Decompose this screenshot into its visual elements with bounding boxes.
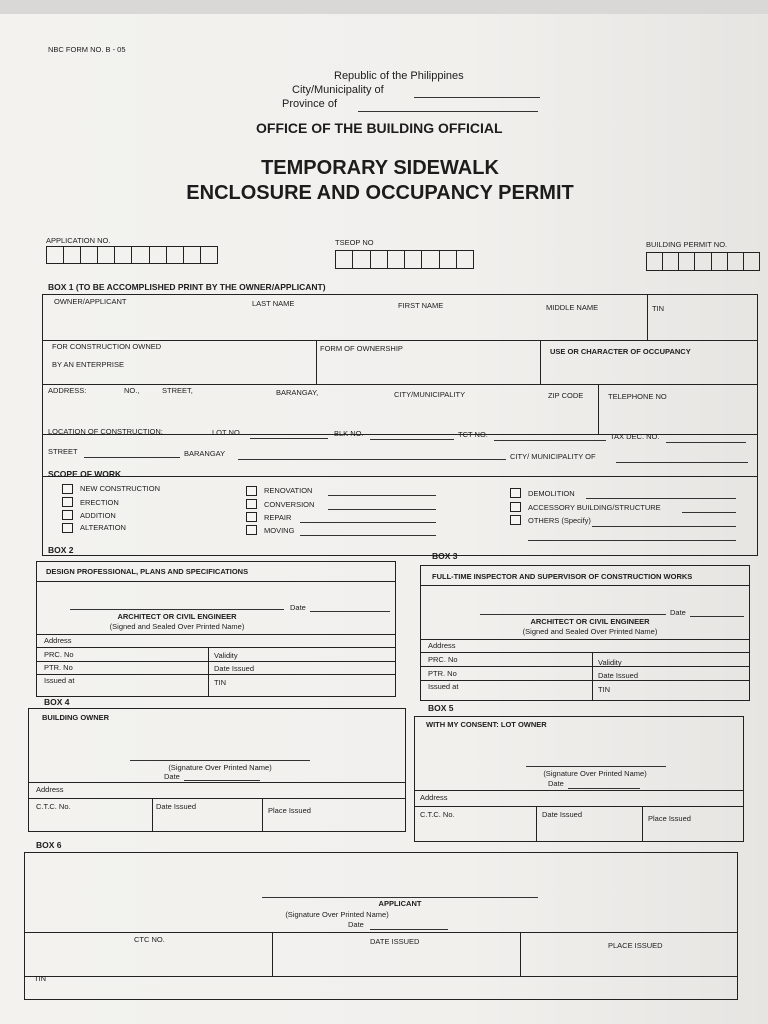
date-issued-label: DATE ISSUED [370,937,420,946]
box4-address-label: Address [36,785,64,794]
divider [36,634,396,635]
box3-signed-label: (Signed and Sealed Over Printed Name) [522,627,658,636]
tct-no-blank[interactable] [494,440,606,441]
box3-label: BOX 3 [432,551,458,561]
box6-label: BOX 6 [36,840,62,850]
box5-place-issued-label: Place Issued [648,814,691,823]
box1-title: BOX 1 (TO BE ACCOMPLISHED PRINT BY THE OWNER/APPLICANT) [48,282,326,292]
box4-date-issued-label: Date Issued [156,802,197,811]
checkbox-addition[interactable] [62,510,73,520]
box2-date-label: Date [290,603,306,612]
checkbox-accessory[interactable] [510,502,521,512]
box3-issued-at-label: Issued at [428,682,459,691]
divider [24,976,738,977]
applicant-date-blank[interactable] [370,929,448,930]
by-enterprise-label: BY AN ENTERPRISE [52,360,124,369]
box5-signature-line[interactable] [526,766,666,767]
divider [642,806,643,842]
box2-ptr-label: PTR. No [44,663,73,672]
checkbox-renovation[interactable] [246,486,257,496]
form-of-ownership-label: FORM OF OWNERSHIP [320,344,403,353]
box2-address-label: Address [44,636,72,645]
address-street-label: STREET, [162,386,193,395]
box5-date-issued-label: Date Issued [542,810,583,819]
tin-label: TIN [652,304,665,313]
box3-title: FULL-TIME INSPECTOR AND SUPERVISOR OF CONSTRUCTION WORKS [432,572,693,581]
for-construction-label: FOR CONSTRUCTION OWNED [52,342,162,351]
box4-title: BUILDING OWNER [42,713,110,722]
place-issued-label: PLACE ISSUED [608,941,663,950]
box6-frame [24,852,738,1000]
checkbox-erection[interactable] [62,497,73,507]
new-construction-label: NEW CONSTRUCTION [80,484,160,493]
tseop-no-label: TSEOP NO [335,238,374,247]
checkbox-repair[interactable] [246,512,257,522]
box1-frame [42,294,758,556]
box2-signed-label: (Signed and Sealed Over Printed Name) [109,622,245,631]
repair-label: REPAIR [264,513,292,522]
divider [28,798,406,799]
applicant-signature-label: (Signature Over Printed Name) [285,910,389,919]
form-title-line2: ENCLOSURE AND OCCUPANCY PERMIT [186,182,574,204]
divider [536,806,537,842]
box2-signature-line[interactable] [70,609,284,610]
barangay-blank[interactable] [238,459,506,460]
renovation-label: RENOVATION [264,486,313,495]
renovation-blank[interactable] [328,495,436,496]
divider [208,647,209,697]
demolition-blank[interactable] [586,498,736,499]
box2-architect-label: ARCHITECT OR CIVIL ENGINEER [117,612,237,621]
divider [42,384,758,385]
lot-no-label: LOT NO. [212,428,242,437]
city-of-blank[interactable] [616,462,748,463]
divider [262,798,263,832]
city-of-label: CITY/ MUNICIPALITY OF [510,452,596,461]
divider [592,652,593,701]
middle-name-label: MIDDLE NAME [546,303,599,312]
tseop-no-field[interactable] [335,250,474,269]
others-blank[interactable] [592,526,736,527]
ctc-no-label: CTC NO. [134,935,165,944]
box2-validity-label: Validity [214,651,238,660]
divider [420,666,750,667]
divider [28,782,406,783]
address-no-label: NO., [124,386,140,395]
first-name-label: FIRST NAME [398,301,444,310]
divider [420,680,750,681]
others-blank-2[interactable] [528,540,736,541]
box2-label: BOX 2 [48,545,74,555]
addition-label: ADDITION [80,511,116,520]
address-barangay-label: BARANGAY, [276,388,319,397]
box4-signature-line[interactable] [130,760,310,761]
applicant-tin-label: TIN [34,974,47,983]
box2-date-issued-label: Date Issued [214,664,255,673]
repair-blank[interactable] [300,522,436,523]
box4-ctc-label: C.T.C. No. [36,802,71,811]
moving-blank[interactable] [300,535,436,536]
box4-place-issued-label: Place Issued [268,806,311,815]
box5-title: WITH MY CONSENT: LOT OWNER [426,720,547,729]
province-line-blank[interactable] [358,111,538,112]
others-label: OTHERS (Specify) [528,516,591,525]
divider [647,295,648,340]
box5-date-blank[interactable] [568,788,640,789]
accessory-label: ACCESSORY BUILDING/STRUCTURE [528,503,661,512]
box3-architect-label: ARCHITECT OR CIVIL ENGINEER [530,617,650,626]
lot-no-blank[interactable] [250,438,328,439]
city-line-label: City/Municipality of [292,84,384,96]
divider [420,639,750,640]
application-no-label: APPLICATION NO. [46,236,111,245]
divider [540,340,541,384]
divider [414,806,744,807]
box5-frame [414,716,744,842]
owner-applicant-label: OWNER/APPLICANT [54,297,127,306]
province-line-label: Province of [282,98,338,110]
use-character-label: USE OR CHARACTER OF OCCUPANCY [550,347,691,356]
address-city-label: CITY/MUNICIPALITY [394,390,466,399]
street-label: STREET [48,447,78,456]
box3-date-label: Date [670,608,686,617]
box2-prc-label: PRC. No [44,650,74,659]
city-line-blank[interactable] [414,97,540,98]
barangay-label: BARANGAY [184,449,226,458]
divider [414,790,744,791]
divider [316,340,317,384]
applicant-signature-line[interactable] [262,897,538,898]
box3-prc-label: PRC. No [428,655,458,664]
divider [598,384,599,434]
applicant-date-label: Date [348,920,364,929]
checkbox-new-construction[interactable] [62,484,73,494]
permit-form-page [0,14,768,1024]
box3-ptr-label: PTR. No [428,669,457,678]
box5-date-label: Date [548,779,564,788]
conversion-blank[interactable] [328,509,436,510]
checkbox-others[interactable] [510,515,521,525]
box3-signature-line[interactable] [480,614,666,615]
street-blank[interactable] [84,457,180,458]
zip-code-label: ZIP CODE [548,391,584,400]
republic-line: Republic of the Philippines [334,70,464,82]
erection-label: ERECTION [80,498,119,507]
box5-address-label: Address [420,793,448,802]
blk-no-label: BLK NO. [334,429,364,438]
box5-label: BOX 5 [428,703,454,713]
form-title-line1: TEMPORARY SIDEWALK [261,157,499,179]
form-number: NBC FORM NO. B - 05 [48,45,126,54]
box4-date-label: Date [164,772,180,781]
box3-date-issued-label: Date Issued [598,671,639,680]
location-label: LOCATION OF CONSTRUCTION: [48,427,163,436]
application-no-field[interactable] [46,246,218,264]
box3-address-label: Address [428,641,456,650]
blk-no-blank[interactable] [370,439,454,440]
moving-label: MOVING [264,526,295,535]
tax-dec-label: TAX DEC. NO. [610,432,660,441]
divider [520,932,521,976]
box4-signature-label: (Signature Over Printed Name) [168,763,272,772]
scope-of-work-label: SCOPE OF WORK [48,469,122,479]
demolition-label: DEMOLITION [528,489,575,498]
building-permit-no-label: BUILDING PERMIT NO. [646,240,728,249]
divider [420,652,750,653]
address-label: ADDRESS: [48,386,87,395]
box2-title: DESIGN PROFESSIONAL, PLANS AND SPECIFICATIONS [46,567,249,576]
box2-date-blank[interactable] [310,611,390,612]
divider [42,340,758,341]
divider [420,585,750,586]
building-permit-no-field[interactable] [646,252,760,271]
conversion-label: CONVERSION [264,500,315,509]
applicant-label: APPLICANT [378,899,422,908]
box4-date-blank[interactable] [184,780,260,781]
divider [36,647,396,648]
checkbox-demolition[interactable] [510,488,521,498]
tax-dec-blank[interactable] [666,442,746,443]
telephone-label: TELEPHONE NO [608,392,667,401]
divider [36,581,396,582]
divider [272,932,273,976]
divider [36,674,396,675]
box5-ctc-label: C.T.C. No. [420,810,455,819]
divider [42,476,758,477]
box5-signature-label: (Signature Over Printed Name) [543,769,647,778]
accessory-blank[interactable] [682,512,736,513]
box2-issued-at-label: Issued at [44,676,75,685]
divider [24,932,738,933]
alteration-label: ALTERATION [80,523,126,532]
divider [36,661,396,662]
box2-tin-label: TIN [214,678,227,687]
box3-validity-label: Validity [598,658,622,667]
checkbox-conversion[interactable] [246,499,257,509]
box4-label: BOX 4 [44,697,70,707]
box3-tin-label: TIN [598,685,611,694]
office-title: OFFICE OF THE BUILDING OFFICIAL [256,120,503,136]
last-name-label: LAST NAME [252,299,295,308]
tct-no-label: TCT NO. [458,430,488,439]
divider [152,798,153,832]
checkbox-alteration[interactable] [62,523,73,533]
checkbox-moving[interactable] [246,525,257,535]
